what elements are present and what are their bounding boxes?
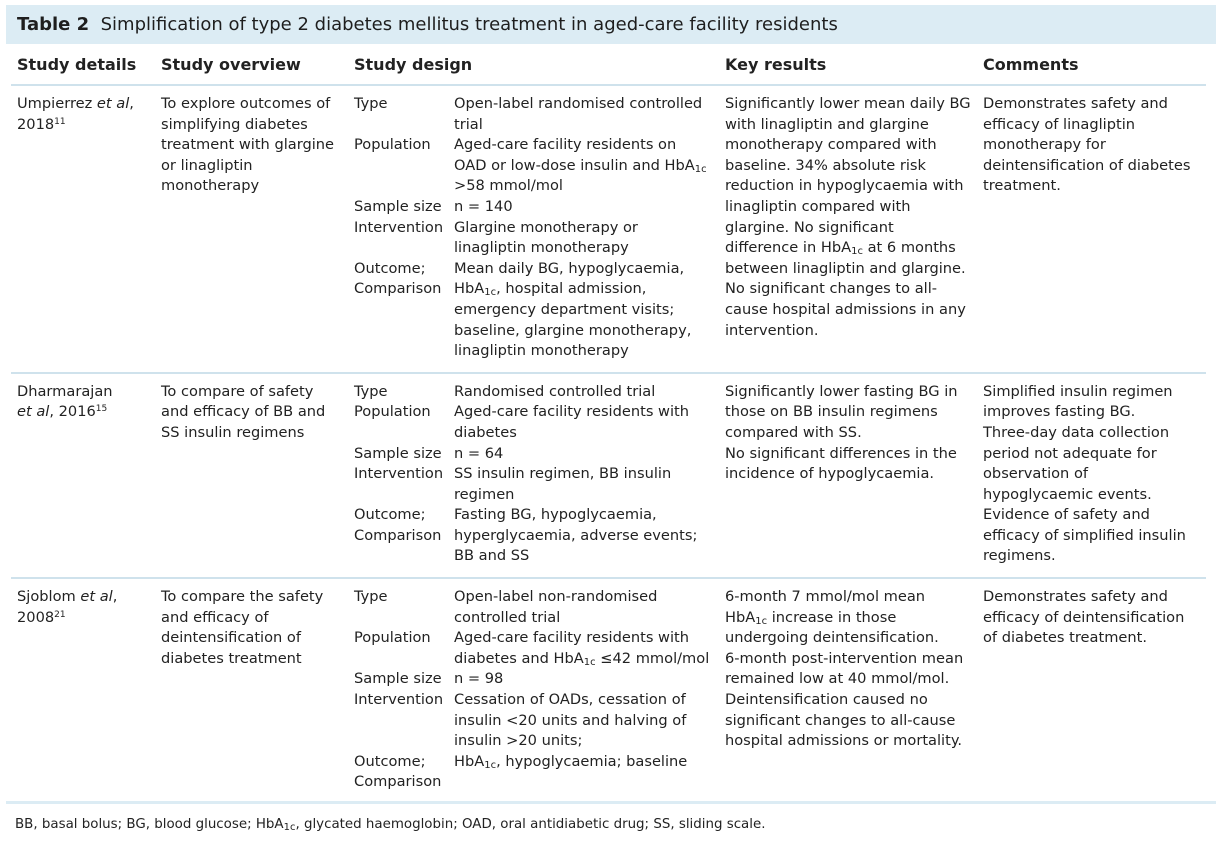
design-sample-size: n = 64 <box>454 444 504 462</box>
table-row <box>11 373 1206 578</box>
design-population: Aged-care facility residents with diabetes <box>454 403 690 441</box>
table-frame <box>6 5 1216 848</box>
key-results-cell: 6-month 7 mmol/mol mean HbA$_{1c}$ increase in those undergoing deintensification. 6-month post-intervention mean remained low at 40 mmol/mol. Deintensification caused no significant changes to all-cause hospital admissions or mortality. <box>725 588 964 750</box>
design-intervention: Cessation of OADs, cessation of insulin <20 units and halving of insulin >20 units; <box>454 691 687 750</box>
key-results-cell: Significantly lower mean daily BG with linagliptin and glargine monotherapy compared with baseline. 34% absolute risk reduction in hypoglycaemia with linagliptin compared with glargine. No significant difference in HbA$_{1c}$ at 6 months between linagliptin and glargine. No significant changes to all-cause hospital admissions in any intervention. <box>719 85 977 373</box>
table-row <box>11 85 1206 373</box>
design-label-type: Type <box>354 382 388 400</box>
col-header-study-design: Study design <box>348 46 719 85</box>
table-label: Table 2 <box>17 14 90 35</box>
design-label-population: Population <box>354 136 431 154</box>
col-header-study-details: Study details <box>11 46 155 85</box>
reference-number: 21 <box>54 609 66 620</box>
design-label-sample-size: Sample size <box>354 197 442 215</box>
design-type: Randomised controlled trial <box>454 382 656 400</box>
comments-cell: Simplified insulin regimen improves fasting BG. Three-day data collection period not adequate for observation of hypoglycaemic events. Evidence of safety and efficacy of simplified insulin regimens. <box>977 373 1206 578</box>
design-outcome: Mean daily BG, hypoglycaemia, HbA$_{1c}$, hospital admission, emergency department visits; baseline, glargine monotherapy, linagliptin monotherapy <box>454 259 692 360</box>
design-label-intervention: Intervention <box>354 218 444 236</box>
table-footnote: BB, basal bolus; BG, blood glucose; HbA$_{1c}$, glycated haemoglobin; OAD, oral antidiabetic drug; SS, sliding scale. <box>15 817 766 833</box>
table-title-bar <box>6 5 1216 46</box>
design-label-outcome-comparison: Outcome; Comparison <box>354 752 442 791</box>
design-population: Aged-care facility residents on OAD or low-dose insulin and HbA$_{1c}$ >58 mmol/mol <box>454 136 707 195</box>
design-outcome: Fasting BG, hypoglycaemia, hyperglycaemia, adverse events; BB and SS <box>454 506 698 565</box>
comments-cell: Demonstrates safety and efficacy of deintensification of diabetes treatment. <box>983 588 1185 647</box>
header-row <box>11 46 1206 85</box>
col-header-comments: Comments <box>977 46 1206 85</box>
study-design-cell <box>348 85 719 373</box>
design-label-type: Type <box>354 588 388 606</box>
table-caption: Simplification of type 2 diabetes mellitus treatment in aged-care facility residents <box>100 14 838 35</box>
design-label-outcome-comparison: Outcome; Comparison <box>354 506 442 544</box>
col-header-study-overview: Study overview <box>155 46 348 85</box>
comments-cell: Demonstrates safety and efficacy of linagliptin monotherapy for deintensification of diabetes treatment. <box>977 85 1206 373</box>
reference-number: 11 <box>54 116 66 127</box>
design-type: Open-label randomised controlled trial <box>454 95 703 133</box>
table-row <box>11 578 1206 803</box>
design-label-population: Population <box>354 629 431 647</box>
design-outcome: HbA$_{1c}$, hypoglycaemia; baseline <box>454 752 688 771</box>
design-intervention: Glargine monotherapy or linagliptin monotherapy <box>454 218 638 257</box>
design-label-sample-size: Sample size <box>354 444 442 462</box>
design-label-type: Type <box>354 95 388 112</box>
study-table <box>11 46 1206 803</box>
design-label-population: Population <box>354 403 431 421</box>
study-design-cell <box>348 578 719 803</box>
design-label-intervention: Intervention <box>354 465 444 483</box>
study-details-cell: Umpierrez et al, 2018$^{11}$ <box>11 85 155 373</box>
col-header-key-results: Key results <box>719 46 977 85</box>
study-design-cell <box>348 373 719 578</box>
design-label-intervention: Intervention <box>354 691 444 709</box>
design-label-sample-size: Sample size <box>354 670 442 688</box>
design-intervention: SS insulin regimen, BB insulin regimen <box>454 465 672 503</box>
study-overview-cell: To explore outcomes of simplifying diabetes treatment with glargine or linagliptin monotherapy <box>155 85 348 373</box>
study-details-cell: Dharmarajan et al, 2016$^{15}$ <box>11 373 155 578</box>
footnote-divider <box>6 801 1216 804</box>
design-sample-size: n = 98 <box>454 670 504 688</box>
study-overview-cell: To compare of safety and efficacy of BB and SS insulin regimens <box>155 373 348 578</box>
study-overview-cell: To compare the safety and efficacy of deintensification of diabetes treatment <box>161 588 324 667</box>
reference-number: 15 <box>95 404 108 415</box>
design-label-outcome-comparison: Outcome; Comparison <box>354 259 442 298</box>
design-population: Aged-care facility residents with diabetes and HbA$_{1c}$ ≤42 mmol/mol <box>454 629 710 668</box>
table-body-area <box>6 46 1216 848</box>
design-type: Open-label non-randomised controlled trial <box>454 588 658 626</box>
key-results-cell: Significantly lower fasting BG in those on BB insulin regimens compared with SS. No significant differences in the incidence of hypoglycaemia. <box>719 373 977 578</box>
design-sample-size: n = 140 <box>454 197 513 215</box>
study-details-cell: Sjoblom et al, 2008$^{21}$ <box>17 588 118 626</box>
table-title <box>17 14 838 35</box>
